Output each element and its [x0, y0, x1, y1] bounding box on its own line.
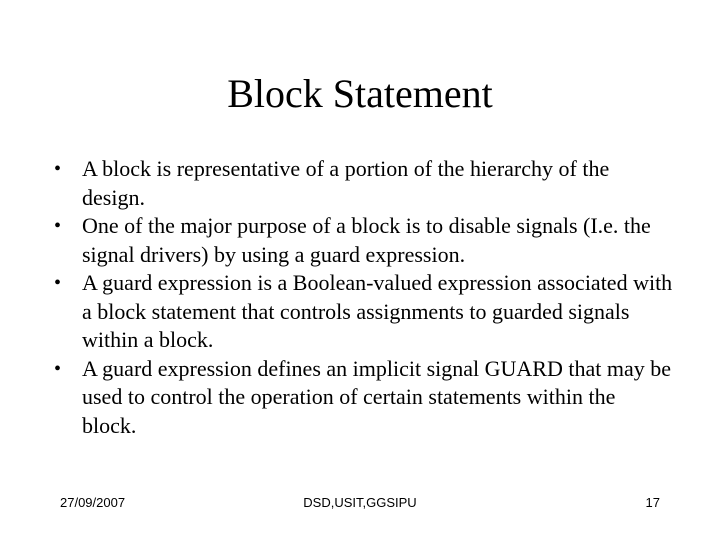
bullet-dot-icon: • [54, 158, 62, 180]
bullet-text: A guard expression defines an implicit signal GUARD that may be used to control the operation of certain statements within the block. [82, 355, 671, 438]
bullet-text: One of the major purpose of a block is to disable signals (I.e. the signal drivers) by using a guard expression. [82, 213, 651, 267]
footer-date: 27/09/2007 [60, 495, 126, 510]
bullet-text: A block is representative of a portion of the hierarchy of the design. [82, 156, 610, 210]
bullet-dot-icon: • [54, 215, 62, 237]
bullet-item [54, 269, 674, 355]
bullet-dot-icon: • [54, 357, 62, 380]
bullet-dot-icon: • [54, 272, 62, 294]
bullet-item [54, 155, 674, 212]
slide-title: Block Statement [227, 71, 493, 116]
footer-page-number: 17 [645, 495, 660, 510]
bullet-list [54, 155, 674, 440]
bullet-text: A guard expression is a Boolean-valued expression associated with a block statement that controls assignments to guarded signals within a block. [82, 270, 673, 352]
bullet-item [54, 212, 674, 269]
bullet-item [54, 355, 674, 441]
footer-center-text: DSD,USIT,GGSIPU [303, 495, 417, 510]
